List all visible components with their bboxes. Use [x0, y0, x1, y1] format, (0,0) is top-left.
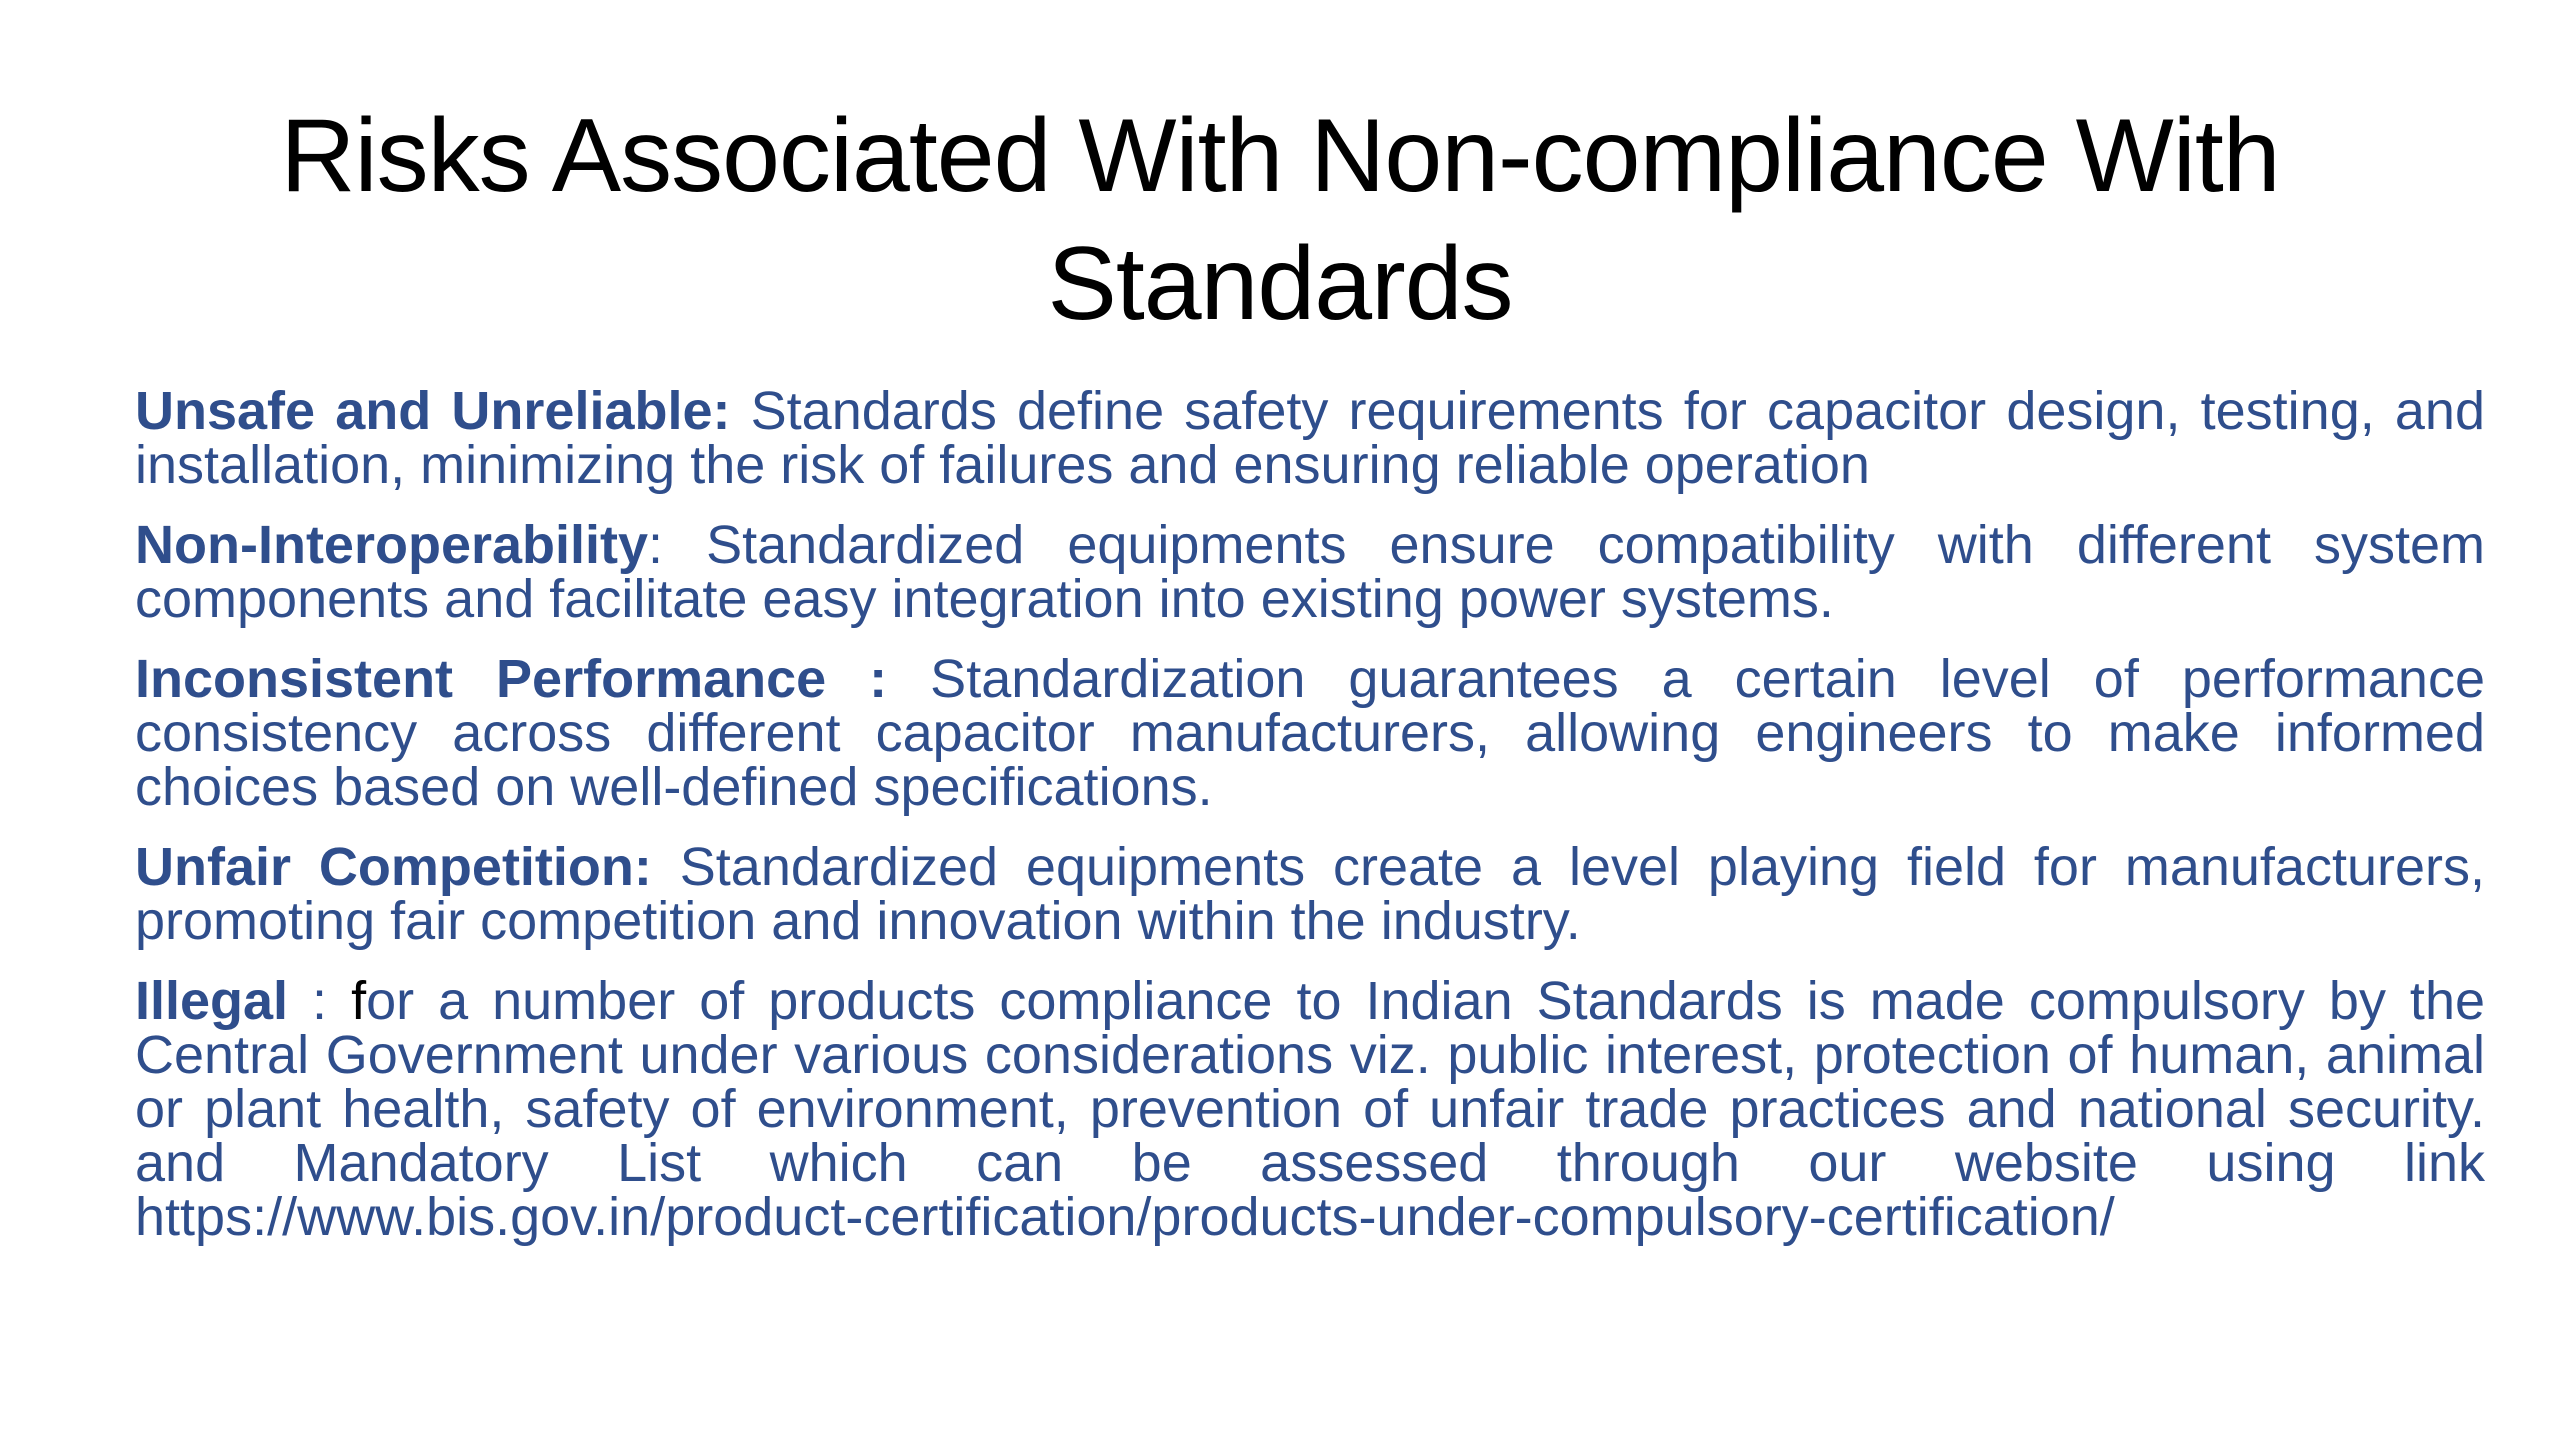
risk-term: Non-Interoperability — [135, 515, 649, 575]
risk-term: Unsafe and Unreliable: — [135, 381, 731, 441]
risk-item-illegal — [135, 971, 2486, 1247]
risk-description: Standards define safety requirements for capacitor design, testing, and installation, minimizing the risk of failures and ensuring reliable operation — [135, 381, 2485, 495]
risk-description: Standardized equipments create a level playing field for manufacturers, promoting fair competition and innovation within the industry. — [135, 837, 2485, 951]
risk-separator: : — [648, 515, 664, 575]
risk-item-interoperability — [135, 515, 2485, 629]
risk-description: Standardization guarantees a certain level of performance consistency across different capacitor manufacturers, allowing engineers to make informed choices based on well-defined specifications. — [135, 649, 2485, 817]
risk-item-unsafe — [135, 381, 2485, 495]
risk-description: Standardized equipments ensure compatibility with different system components and facilitate easy integration into existing power systems. — [135, 515, 2485, 629]
risk-item-competition — [135, 837, 2485, 951]
risk-separator: : — [288, 971, 352, 1031]
risk-term: Inconsistent Performance : — [135, 649, 888, 709]
slide-body — [135, 381, 2486, 1270]
risk-term: Unfair Competition: — [135, 837, 652, 897]
risk-description-lead: f — [351, 971, 367, 1031]
slide-title: Risks Associated With Non-compliance With Standards — [280, 98, 2280, 342]
risk-description: or a number of products compliance to Indian Standards is made compulsory by the Central Government under various considerations viz. public interest, protection of human, animal or plant health, safety of environment, prevention of unfair trade practices and national security. and Mandatory List which can be assessed through our website using link https://www.bis.gov.in/product-certification/products-under-compulsory-certification/ — [135, 971, 2486, 1247]
risk-term: Illegal — [135, 971, 289, 1031]
risk-item-performance — [135, 649, 2485, 817]
